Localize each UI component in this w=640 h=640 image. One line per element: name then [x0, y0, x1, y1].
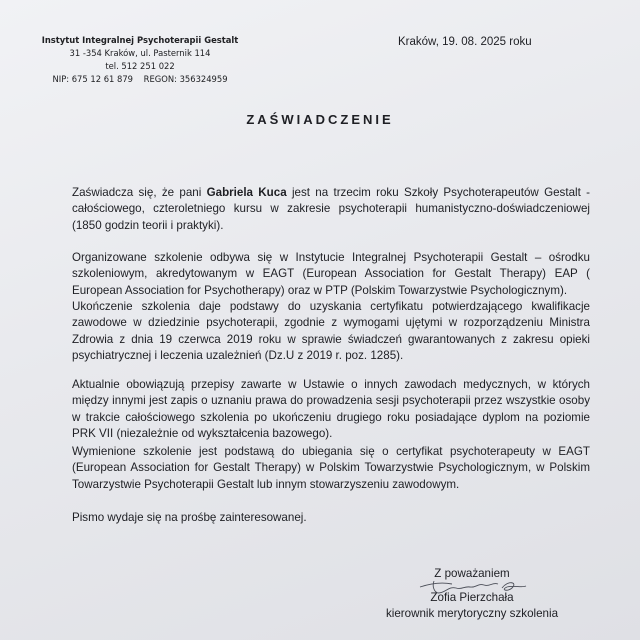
paragraph-certification [72, 185, 590, 234]
paragraph-qualification: Ukończenie szkolenia daje podstawy do uzyskania certyfikatu potwierdzającego kwalifikacje zawodowe w dziedzinie psychoterapii, zgodnie z wymogami ujętymi w rozporządzeniu Ministra Zdrowia z dnia 19 czerwca 2019 roku w sprawie świadczeń gwarantowanych z zakresu opieki psychiatrycznej i leczenia uzależnień (Dz.U z 2019 r. poz. 1285). [72, 300, 590, 362]
organization-phone: tel. 512 251 022 [105, 61, 175, 71]
closing-text: Z poważaniem [434, 567, 510, 580]
signature-block [372, 566, 572, 622]
paragraph-organization: Organizowane szkolenie odbywa się w Instytucie Integralnej Psychoterapii Gestalt – ośrodku szkoleniowym, akredytowanym w EAGT (European Association for Gestalt Therapy) EAP ( European Association for Psychotherapy) oraz w PTP (Polskim Towarzystwie Psychologicznym). [72, 251, 590, 297]
signatory-role: kierownik merytoryczny szkolenia [385, 607, 559, 620]
document-title: ZAŚWIADCZENIE [246, 112, 394, 127]
signatory-name: Zofia Pierzchała [430, 591, 514, 604]
paragraph-certificate: Wymienione szkolenie jest podstawą do ubiegania się o certyfikat psychoterapeuty w EAGT (European Association for Gestalt Therapy) w Polskim Towarzystwie Psychologicznym, w Polskim Towarzystwie Psychoterapii Gestalt lub innym stowarzyszeniu zawodowym. [72, 445, 590, 491]
intro-text: Zaświadcza się, że pani [72, 186, 207, 199]
letterhead [30, 34, 250, 86]
paragraph-request: Pismo wydaje się na prośbę zainteresowanej. [72, 511, 307, 524]
organization-address: 31 -354 Kraków, ul. Pasternik 114 [69, 48, 211, 58]
organization-name: Instytut Integralnej Psychoterapii Gestalt [41, 35, 239, 45]
person-name: Gabriela Kuca [206, 186, 287, 199]
paragraph-regulations: Aktualnie obowiązują przepisy zawarte w Ustawie o innych zawodach medycznych, w których między innymi jest zapis o uznaniu prawa do prowadzenia sesji psychoterapii przez wszystkie osoby w trakcie całościowego szkolenia po ukończeniu drugiego roku posiadające dyplom na poziomie PRK VII (niezależnie od wykształcenia bazowego). [72, 378, 590, 440]
course-text: jest na trzecim roku Szkoły Psychoterapeutów Gestalt - całościowego, czteroletniego kursu w zakresie psychoterapii humanistyczno-doświadczeniowej (1850 godzin teorii i praktyki). [72, 186, 590, 232]
document-date: Kraków, 19. 08. 2025 roku [398, 36, 532, 48]
organization-ids: NIP: 675 12 61 879 REGON: 356324959 [52, 74, 228, 84]
